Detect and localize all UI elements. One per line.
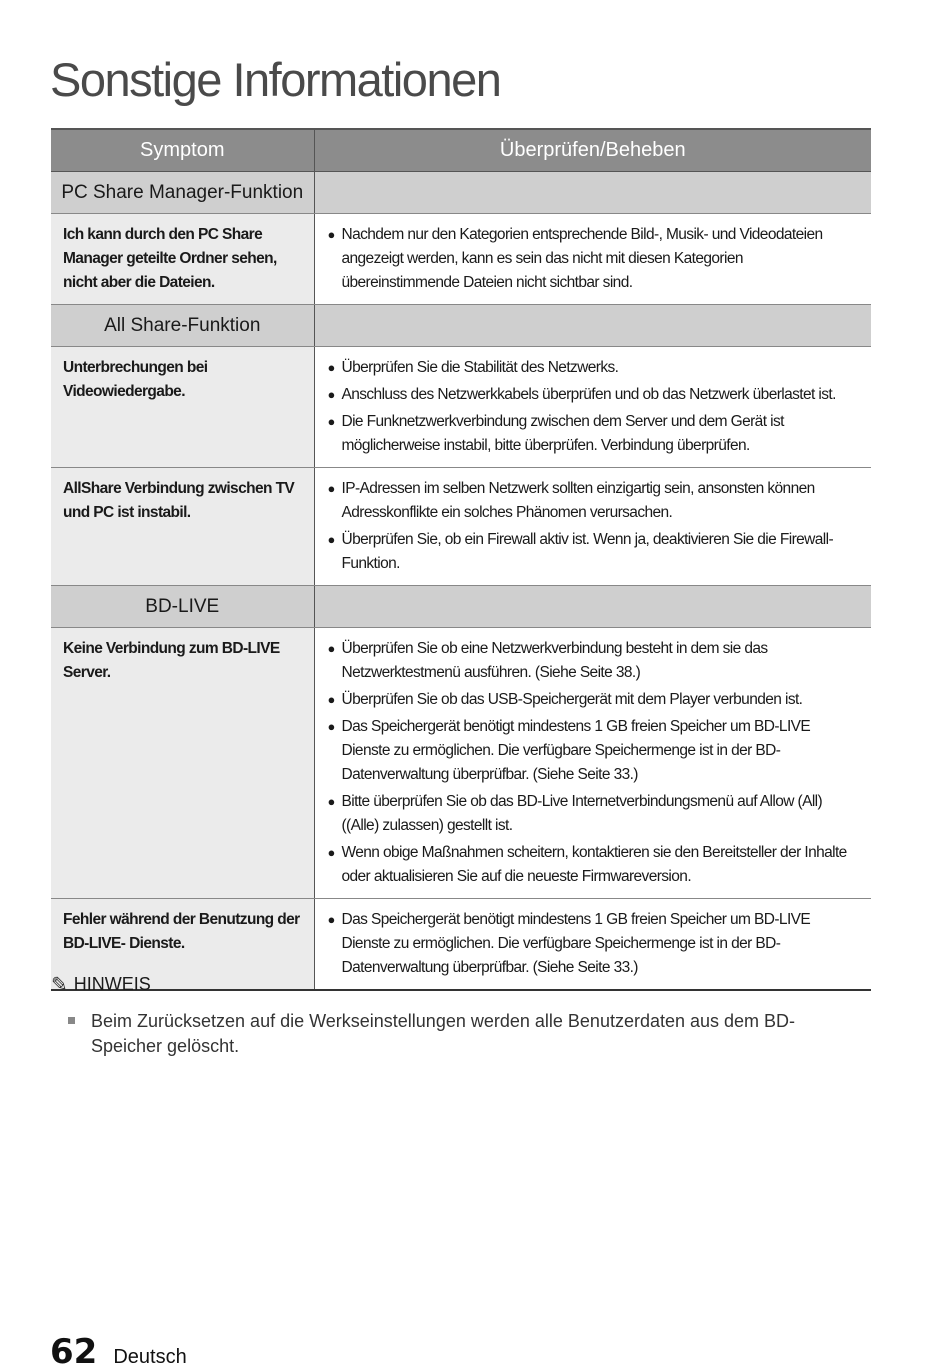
- bullet-icon: ●: [327, 719, 335, 734]
- fix-item: [327, 383, 862, 407]
- section-spacer: [314, 586, 871, 628]
- fix-item: [327, 715, 862, 787]
- fix-text: Das Speichergerät benötigt mindestens 1 GB freien Speicher um BD-LIVE Dienste zu ermöglichen. Die verfügbare Speichermenge ist in der BD-Datenverwaltung überprüfbar. (Siehe Seite 33.): [341, 911, 811, 976]
- fix-text: Überprüfen Sie ob das USB-Speichergerät mit dem Player verbunden ist.: [341, 691, 803, 708]
- fix-cell: [314, 468, 871, 586]
- fix-list: [327, 908, 862, 980]
- fix-text: Überprüfen Sie, ob ein Firewall aktiv ist. Wenn ja, deaktivieren Sie die Firewall-Funktion.: [341, 531, 834, 572]
- section-title: All Share-Funktion: [51, 305, 314, 347]
- fix-list: [327, 477, 862, 576]
- fix-text: Anschluss des Netzwerkkabels überprüfen und ob das Netzwerk überlastet ist.: [341, 386, 836, 403]
- column-header-symptom: Symptom: [51, 129, 314, 172]
- fix-text: Das Speichergerät benötigt mindestens 1 GB freien Speicher um BD-LIVE Dienste zu ermöglichen. Die verfügbare Speichermenge ist in der BD-Datenverwaltung überprüfbar. (Siehe Seite 33.): [341, 718, 811, 783]
- page-title: Sonstige Informationen: [50, 53, 501, 106]
- fix-list: [327, 223, 862, 295]
- fix-cell: [314, 214, 871, 305]
- bullet-icon: ●: [327, 692, 335, 707]
- fix-cell: [314, 628, 871, 899]
- bullet-icon: ●: [327, 227, 335, 242]
- symptom-cell: AllShare Verbindung zwischen TV und PC ist instabil.: [51, 468, 314, 586]
- fix-list: [327, 637, 862, 889]
- symptom-cell: Fehler während der Benutzung der BD-LIVE- Dienste.: [51, 899, 314, 991]
- troubleshooting-table: [51, 128, 871, 991]
- table-header-row: [51, 129, 871, 172]
- page-footer: [50, 1332, 187, 1372]
- bullet-icon: ●: [327, 912, 335, 927]
- bullet-icon: ●: [327, 414, 335, 429]
- fix-item: [327, 908, 862, 980]
- symptom-cell: Unterbrechungen bei Videowiedergabe.: [51, 347, 314, 468]
- fix-item: [327, 637, 862, 685]
- fix-text: Nachdem nur den Kategorien entsprechende Bild-, Musik- und Videodateien angezeigt werden, kann es sein das nicht mit diesen Kategorien übereinstimmende Dateien nicht sichtbar sind.: [341, 226, 823, 291]
- note-heading: HINWEIS: [73, 974, 151, 994]
- section-spacer: [314, 305, 871, 347]
- table-row: [51, 468, 871, 586]
- fix-cell: [314, 347, 871, 468]
- section-row: [51, 305, 871, 347]
- section-row: [51, 586, 871, 628]
- symptom-cell: Keine Verbindung zum BD-LIVE Server.: [51, 628, 314, 899]
- fix-item: [327, 410, 862, 458]
- bullet-icon: ●: [327, 532, 335, 547]
- note-header: [51, 972, 851, 997]
- square-bullet-icon: [68, 1017, 75, 1024]
- note-box: [51, 972, 851, 1059]
- bullet-icon: ●: [327, 360, 335, 375]
- table-row: [51, 214, 871, 305]
- bullet-icon: ●: [327, 794, 335, 809]
- fix-item: [327, 790, 862, 838]
- fix-list: [327, 356, 862, 458]
- table-row: [51, 347, 871, 468]
- fix-item: [327, 477, 862, 525]
- table-body: [51, 172, 871, 991]
- fix-item: [327, 688, 862, 712]
- section-title: PC Share Manager-Funktion: [51, 172, 314, 214]
- symptom-cell: Ich kann durch den PC Share Manager geteilte Ordner sehen, nicht aber die Dateien.: [51, 214, 314, 305]
- fix-item: [327, 841, 862, 889]
- page-language: Deutsch: [113, 1346, 187, 1368]
- fix-text: Überprüfen Sie die Stabilität des Netzwerks.: [341, 359, 619, 376]
- fix-text: IP-Adressen im selben Netzwerk sollten einzigartig sein, ansonsten können Adresskonflikte ein solches Phänomen verursachen.: [341, 480, 815, 521]
- fix-text: Überprüfen Sie ob eine Netzwerkverbindung besteht in dem sie das Netzwerktestmenü ausführen. (Siehe Seite 38.): [341, 640, 768, 681]
- fix-item: [327, 223, 862, 295]
- fix-text: Bitte überprüfen Sie ob das BD-Live Internetverbindungsmenü auf Allow (All) ((Alle) zulassen) gestellt ist.: [341, 793, 823, 834]
- note-item-text: Beim Zurücksetzen auf die Werkseinstellungen werden alle Benutzerdaten aus dem BD-Speicher gelöscht.: [91, 1011, 796, 1056]
- section-row: [51, 172, 871, 214]
- fix-text: Wenn obige Maßnahmen scheitern, kontaktieren sie den Bereitsteller der Inhalte oder aktualisieren Sie auf die neueste Firmwareversion.: [341, 844, 847, 885]
- bullet-icon: ●: [327, 387, 335, 402]
- page-number: 62: [50, 1332, 98, 1372]
- fix-item: [327, 356, 862, 380]
- fix-text: Die Funknetzwerkverbindung zwischen dem Server und dem Gerät ist möglicherweise instabil, bitte überprüfen. Verbindung überprüfen.: [341, 413, 784, 454]
- column-header-fix: Überprüfen/Beheben: [314, 129, 871, 172]
- bullet-icon: ●: [327, 641, 335, 656]
- table-row: [51, 628, 871, 899]
- section-spacer: [314, 172, 871, 214]
- bullet-icon: ●: [327, 481, 335, 496]
- pencil-icon: ✎: [51, 974, 68, 996]
- section-title: BD-LIVE: [51, 586, 314, 628]
- fix-item: [327, 528, 862, 576]
- note-item: [51, 1009, 851, 1059]
- bullet-icon: ●: [327, 845, 335, 860]
